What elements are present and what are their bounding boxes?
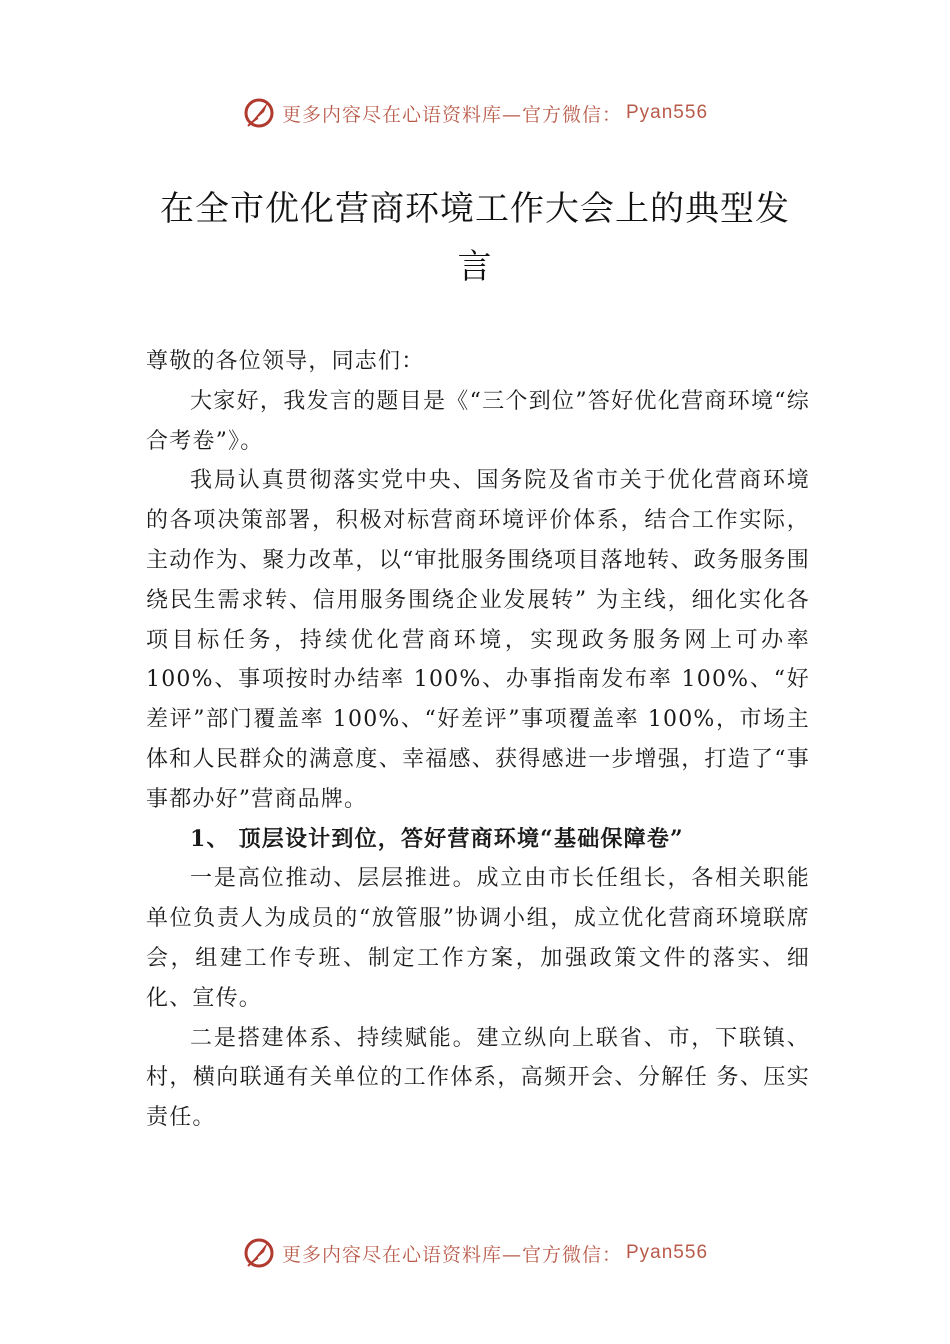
section-heading: 1、 顶层设计到位，答好营商环境“基础保障卷”: [190, 825, 684, 852]
banner-text: 更多内容尽在心语资料库—官方微信：: [281, 1243, 622, 1266]
document-title: 在全市优化营商环境工作大会上的典型发言: [160, 189, 790, 287]
paragraph: 二是搭建体系、持续赋能。建立纵向上联省、市，下联镇、村，横向联通有关单位的工作体系，高频开会、分解任 务、压实责任。: [146, 1025, 810, 1131]
paragraph: 我局认真贯彻落实党中央、国务院及省市关于优化营商环境的各项决策部署，积极对标营商环境评价体系，结合工作实际，主动作为、聚力改革，以“审批服务围绕项目落地转、政务服务围绕民生需求转、信用服务围绕企业发展转” 为主线，细化实化各项目标任务，持续优化营商环境，实现政务服务网上可办率 100%、事项按时办结率 100%、办事指南发布率 100%、“好差评”部门覆盖率 100%、“好差评”事项覆盖率 100%，市场主体和人民群众的满意度、幸福感、获得感进一步增强，打造了“事事都办好”营商品牌。: [146, 468, 810, 812]
footer-banner: [0, 1236, 950, 1270]
header-banner: [0, 96, 950, 130]
banner-wechat-id: Pyan556: [626, 1242, 709, 1263]
banner-text: 更多内容尽在心语资料库—官方微信：: [281, 103, 622, 126]
paragraph: 一是高位推动、层层推进。成立由市长任组长，各相关职能单位负责人为成员的“放管服”协调小组，成立优化营商环境联席会，组建工作专班、制定工作方案，加强政策文件的落实、细化、宣传。: [146, 866, 810, 1011]
paragraph: 大家好，我发言的题目是《“三个到位”答好优化营商环境“综合考卷”》。: [146, 388, 810, 454]
document-body: [146, 342, 810, 1138]
salutation: 尊敬的各位领导，同志们：: [146, 349, 425, 374]
quill-pen-logo-icon: [242, 96, 276, 130]
banner-wechat-id: Pyan556: [626, 102, 709, 123]
quill-pen-logo-icon: [242, 1236, 276, 1270]
